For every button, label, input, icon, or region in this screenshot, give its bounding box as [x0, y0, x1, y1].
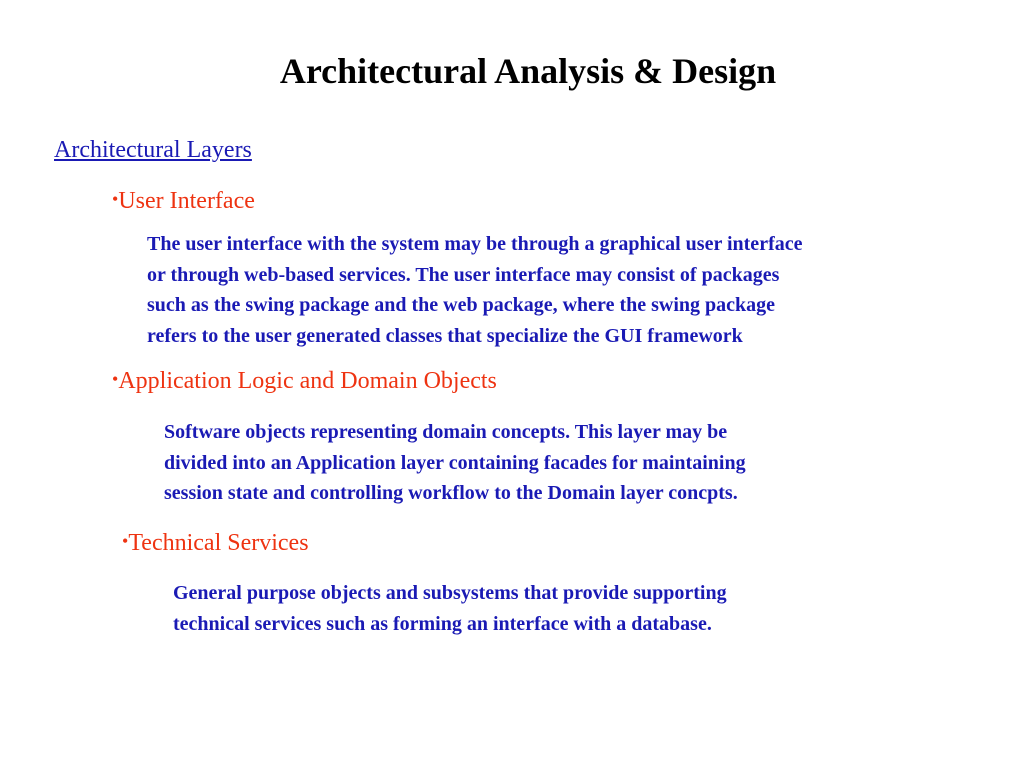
section-heading: Architectural Layers — [54, 137, 252, 163]
bullet-user-interface — [112, 188, 255, 215]
bullet-label: Technical Services — [128, 530, 309, 556]
bullet-technical-services — [122, 530, 309, 557]
application-logic-description: Software objects representing domain concepts. This layer may be divided into an Application layer containing facades for maintaining session state and controlling workflow to the Domain layer concpts. — [164, 421, 746, 504]
technical-services-description: General purpose objects and subsystems that provide supporting technical services such as forming an interface with a database. — [173, 582, 727, 635]
slide-title: Architectural Analysis & Design — [279, 51, 777, 91]
bullet-dot: • — [112, 189, 119, 209]
bullet-dot: • — [112, 369, 119, 389]
bullet-application-logic — [112, 368, 497, 395]
bullet-label: User Interface — [118, 188, 255, 214]
bullet-dot: • — [122, 531, 129, 551]
bullet-label: Application Logic and Domain Objects — [118, 368, 497, 394]
user-interface-description: The user interface with the system may be through a graphical user interface or through web-based services. The user interface may consist of packages such as the swing package and the web package, where the swing package refers to the user generated classes that specialize the GUI framework — [147, 233, 803, 347]
